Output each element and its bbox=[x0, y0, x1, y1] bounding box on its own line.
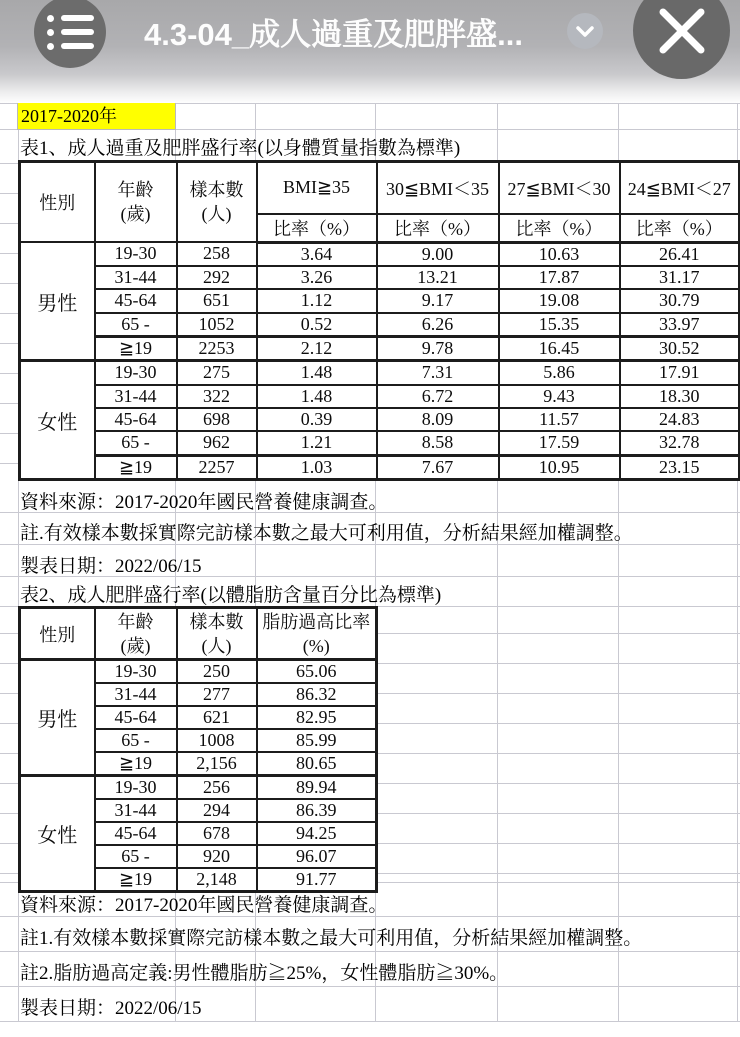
cell-value[interactable]: 3.64 bbox=[257, 242, 377, 266]
header-bmi-group: 30≦BMI＜35 bbox=[377, 162, 499, 214]
cell-value[interactable]: 30.52 bbox=[620, 336, 740, 360]
cell-value[interactable]: 1.48 bbox=[257, 361, 377, 385]
cell-value[interactable]: 31.17 bbox=[620, 266, 740, 289]
cell-age[interactable]: 31-44 bbox=[95, 799, 177, 822]
cell-n[interactable]: 292 bbox=[177, 266, 257, 289]
cell-age[interactable]: 19-30 bbox=[95, 660, 177, 684]
cell-n[interactable]: 678 bbox=[177, 822, 257, 845]
table1-date: 製表日期：2022/06/15 bbox=[20, 556, 202, 577]
cell-value[interactable]: 0.52 bbox=[257, 313, 377, 337]
cell-value[interactable]: 30.79 bbox=[620, 289, 740, 312]
cell-age[interactable]: 65 - bbox=[95, 729, 177, 752]
cell-n[interactable]: 275 bbox=[177, 361, 257, 385]
list-icon bbox=[47, 29, 94, 36]
cell-value[interactable]: 9.43 bbox=[499, 385, 620, 408]
cell-value[interactable]: 9.78 bbox=[377, 336, 499, 360]
cell-age[interactable]: 31-44 bbox=[95, 683, 177, 706]
cell-value[interactable]: 33.97 bbox=[620, 313, 740, 337]
cell-n[interactable]: 651 bbox=[177, 289, 257, 312]
cell-value[interactable]: 85.99 bbox=[257, 729, 377, 752]
cell-value[interactable]: 82.95 bbox=[257, 706, 377, 729]
cell-n[interactable]: 2257 bbox=[177, 455, 257, 479]
header-age bbox=[95, 162, 177, 243]
app-bar bbox=[0, 0, 740, 103]
cell-n[interactable]: 2,148 bbox=[177, 868, 257, 892]
cell-n[interactable]: 621 bbox=[177, 706, 257, 729]
cell-value[interactable]: 91.77 bbox=[257, 868, 377, 892]
header-sample-line2: (人) bbox=[201, 635, 232, 656]
cell-age[interactable]: ≧19 bbox=[95, 336, 177, 360]
cell-value[interactable]: 32.78 bbox=[620, 431, 740, 455]
table2-date: 製表日期：2022/06/15 bbox=[20, 998, 202, 1019]
table-row bbox=[20, 385, 740, 408]
cell-age[interactable]: 65 - bbox=[95, 431, 177, 455]
table2-title: 表2、成人肥胖盛行率(以體脂肪含量百分比為標準) bbox=[20, 585, 442, 606]
cell-value[interactable]: 15.35 bbox=[499, 313, 620, 337]
cell-age[interactable]: 19-30 bbox=[95, 361, 177, 385]
header-gender: 性別 bbox=[20, 608, 95, 660]
cell-n[interactable]: 294 bbox=[177, 799, 257, 822]
cell-value[interactable]: 3.26 bbox=[257, 266, 377, 289]
cell-age[interactable]: 31-44 bbox=[95, 266, 177, 289]
table-row bbox=[20, 289, 740, 312]
cell-n[interactable]: 256 bbox=[177, 776, 257, 800]
cell-value[interactable]: 8.09 bbox=[377, 408, 499, 431]
cell-n[interactable]: 1008 bbox=[177, 729, 257, 752]
table1-title: 表1、成人過重及肥胖盛行率(以身體質量指數為標準) bbox=[20, 138, 461, 159]
cell-n[interactable]: 1052 bbox=[177, 313, 257, 337]
cell-value[interactable]: 86.39 bbox=[257, 799, 377, 822]
table2-bodyfat-prevalence bbox=[18, 606, 378, 893]
header-age bbox=[95, 608, 177, 660]
cell-value[interactable]: 86.32 bbox=[257, 683, 377, 706]
header-fat-rate-line2: (%) bbox=[302, 635, 330, 656]
cell-value[interactable]: 5.86 bbox=[499, 361, 620, 385]
cell-value[interactable]: 17.87 bbox=[499, 266, 620, 289]
grid-line-h bbox=[0, 1021, 740, 1022]
cell-value[interactable]: 8.58 bbox=[377, 431, 499, 455]
cell-age[interactable]: 31-44 bbox=[95, 385, 177, 408]
highlighted-period-cell[interactable]: 2017-2020年 bbox=[18, 103, 175, 129]
cell-age[interactable]: 65 - bbox=[95, 313, 177, 337]
cell-value[interactable]: 80.65 bbox=[257, 752, 377, 776]
cell-value[interactable]: 1.21 bbox=[257, 431, 377, 455]
table-row bbox=[20, 242, 740, 266]
cell-n[interactable]: 962 bbox=[177, 431, 257, 455]
header-sample bbox=[177, 608, 257, 660]
cell-value[interactable]: 6.72 bbox=[377, 385, 499, 408]
table-row bbox=[20, 660, 377, 684]
header-sample-line1: 樣本數 bbox=[189, 180, 244, 200]
cell-gender[interactable]: 男性 bbox=[20, 242, 95, 361]
cell-value[interactable]: 11.57 bbox=[499, 408, 620, 431]
cell-value[interactable]: 26.41 bbox=[620, 242, 740, 266]
table1-bmi-prevalence bbox=[18, 160, 740, 481]
header-age-line2: (歲) bbox=[120, 635, 151, 656]
cell-value[interactable]: 65.06 bbox=[257, 660, 377, 684]
cell-value[interactable]: 1.12 bbox=[257, 289, 377, 312]
chevron-down-icon bbox=[576, 26, 594, 37]
table1-source: 資料來源：2017-2020年國民營養健康調查。 bbox=[20, 492, 388, 513]
table-row bbox=[20, 431, 740, 455]
cell-value[interactable]: 10.95 bbox=[499, 455, 620, 479]
document-title: 4.3-04_成人過重及肥胖盛... bbox=[144, 17, 523, 52]
header-rate: 比率（%） bbox=[257, 214, 377, 243]
cell-value[interactable]: 7.67 bbox=[377, 455, 499, 479]
cell-age[interactable]: ≧19 bbox=[95, 455, 177, 479]
header-sample bbox=[177, 162, 257, 243]
cell-n[interactable]: 277 bbox=[177, 683, 257, 706]
cell-n[interactable]: 2253 bbox=[177, 336, 257, 360]
table2-note1: 註1.有效樣本數採實際完訪樣本數之最大可利用值，分析結果經加權調整。 bbox=[20, 928, 643, 949]
header-sample-line2: (人) bbox=[201, 204, 232, 224]
cell-age[interactable]: 45-64 bbox=[95, 408, 177, 431]
cell-age[interactable]: ≧19 bbox=[95, 868, 177, 892]
cell-age[interactable]: 19-30 bbox=[95, 776, 177, 800]
header-sample-line1: 樣本數 bbox=[189, 611, 244, 632]
cell-age[interactable]: 45-64 bbox=[95, 706, 177, 729]
cell-value[interactable]: 13.21 bbox=[377, 266, 499, 289]
table2-source: 資料來源：2017-2020年國民營養健康調查。 bbox=[20, 895, 388, 916]
cell-value[interactable]: 1.48 bbox=[257, 385, 377, 408]
cell-value[interactable]: 17.59 bbox=[499, 431, 620, 455]
close-icon bbox=[659, 8, 705, 54]
header-bmi-group: BMI≧35 bbox=[257, 162, 377, 214]
header-bmi-group: 27≦BMI＜30 bbox=[499, 162, 620, 214]
header-fat-rate-line1: 脂肪過高比率 bbox=[262, 611, 371, 632]
header-gender: 性別 bbox=[20, 162, 95, 243]
cell-value[interactable]: 1.03 bbox=[257, 455, 377, 479]
cell-n[interactable]: 698 bbox=[177, 408, 257, 431]
cell-age[interactable]: 19-30 bbox=[95, 242, 177, 266]
cell-value[interactable]: 9.17 bbox=[377, 289, 499, 312]
cell-value[interactable]: 16.45 bbox=[499, 336, 620, 360]
table-row bbox=[20, 408, 740, 431]
cell-value[interactable]: 23.15 bbox=[620, 455, 740, 479]
table-row bbox=[20, 313, 740, 337]
cell-age[interactable]: 45-64 bbox=[95, 822, 177, 845]
table-row-total bbox=[20, 336, 740, 360]
cell-age[interactable]: ≧19 bbox=[95, 752, 177, 776]
cell-value[interactable]: 89.94 bbox=[257, 776, 377, 800]
cell-value[interactable]: 9.00 bbox=[377, 242, 499, 266]
cell-age[interactable]: 45-64 bbox=[95, 289, 177, 312]
cell-gender[interactable]: 女性 bbox=[20, 361, 95, 480]
header-rate: 比率（%） bbox=[377, 214, 499, 243]
table-row bbox=[20, 266, 740, 289]
cell-gender[interactable]: 女性 bbox=[20, 776, 95, 892]
cell-value[interactable]: 96.07 bbox=[257, 845, 377, 868]
collapse-button[interactable] bbox=[567, 13, 603, 49]
cell-value[interactable]: 19.08 bbox=[499, 289, 620, 312]
cell-value[interactable]: 17.91 bbox=[620, 361, 740, 385]
header-age-line1: 年齡 bbox=[117, 180, 154, 200]
table-row bbox=[20, 776, 377, 800]
header-fat-rate bbox=[257, 608, 377, 660]
grid-line-h bbox=[0, 986, 740, 987]
header-rate: 比率（%） bbox=[499, 214, 620, 243]
cell-n[interactable]: 920 bbox=[177, 845, 257, 868]
menu-button[interactable] bbox=[34, 0, 106, 68]
cell-age[interactable]: 65 - bbox=[95, 845, 177, 868]
close-button[interactable] bbox=[633, 0, 730, 79]
table2-note2: 註2.脂肪過高定義:男性體脂肪≧25%，女性體脂肪≧30%。 bbox=[20, 963, 509, 984]
cell-value[interactable]: 6.26 bbox=[377, 313, 499, 337]
grid-line-h bbox=[0, 129, 740, 130]
header-age-line2: (歲) bbox=[120, 204, 151, 224]
list-icon bbox=[47, 43, 94, 50]
cell-n[interactable]: 2,156 bbox=[177, 752, 257, 776]
cell-value[interactable]: 10.63 bbox=[499, 242, 620, 266]
cell-value[interactable]: 18.30 bbox=[620, 385, 740, 408]
cell-n[interactable]: 322 bbox=[177, 385, 257, 408]
list-icon bbox=[47, 15, 94, 22]
cell-value[interactable]: 94.25 bbox=[257, 822, 377, 845]
cell-n[interactable]: 258 bbox=[177, 242, 257, 266]
header-age-line1: 年齡 bbox=[117, 611, 154, 632]
table1-note: 註.有效樣本數採實際完訪樣本數之最大可利用值，分析結果經加權調整。 bbox=[20, 523, 633, 544]
table-row bbox=[20, 361, 740, 385]
grid-line-h bbox=[0, 951, 740, 952]
header-bmi-group: 24≦BMI＜27 bbox=[620, 162, 740, 214]
header-rate: 比率（%） bbox=[620, 214, 740, 243]
table-row-total bbox=[20, 455, 740, 479]
cell-n[interactable]: 250 bbox=[177, 660, 257, 684]
cell-value[interactable]: 2.12 bbox=[257, 336, 377, 360]
cell-value[interactable]: 0.39 bbox=[257, 408, 377, 431]
cell-value[interactable]: 7.31 bbox=[377, 361, 499, 385]
cell-value[interactable]: 24.83 bbox=[620, 408, 740, 431]
cell-gender[interactable]: 男性 bbox=[20, 660, 95, 776]
